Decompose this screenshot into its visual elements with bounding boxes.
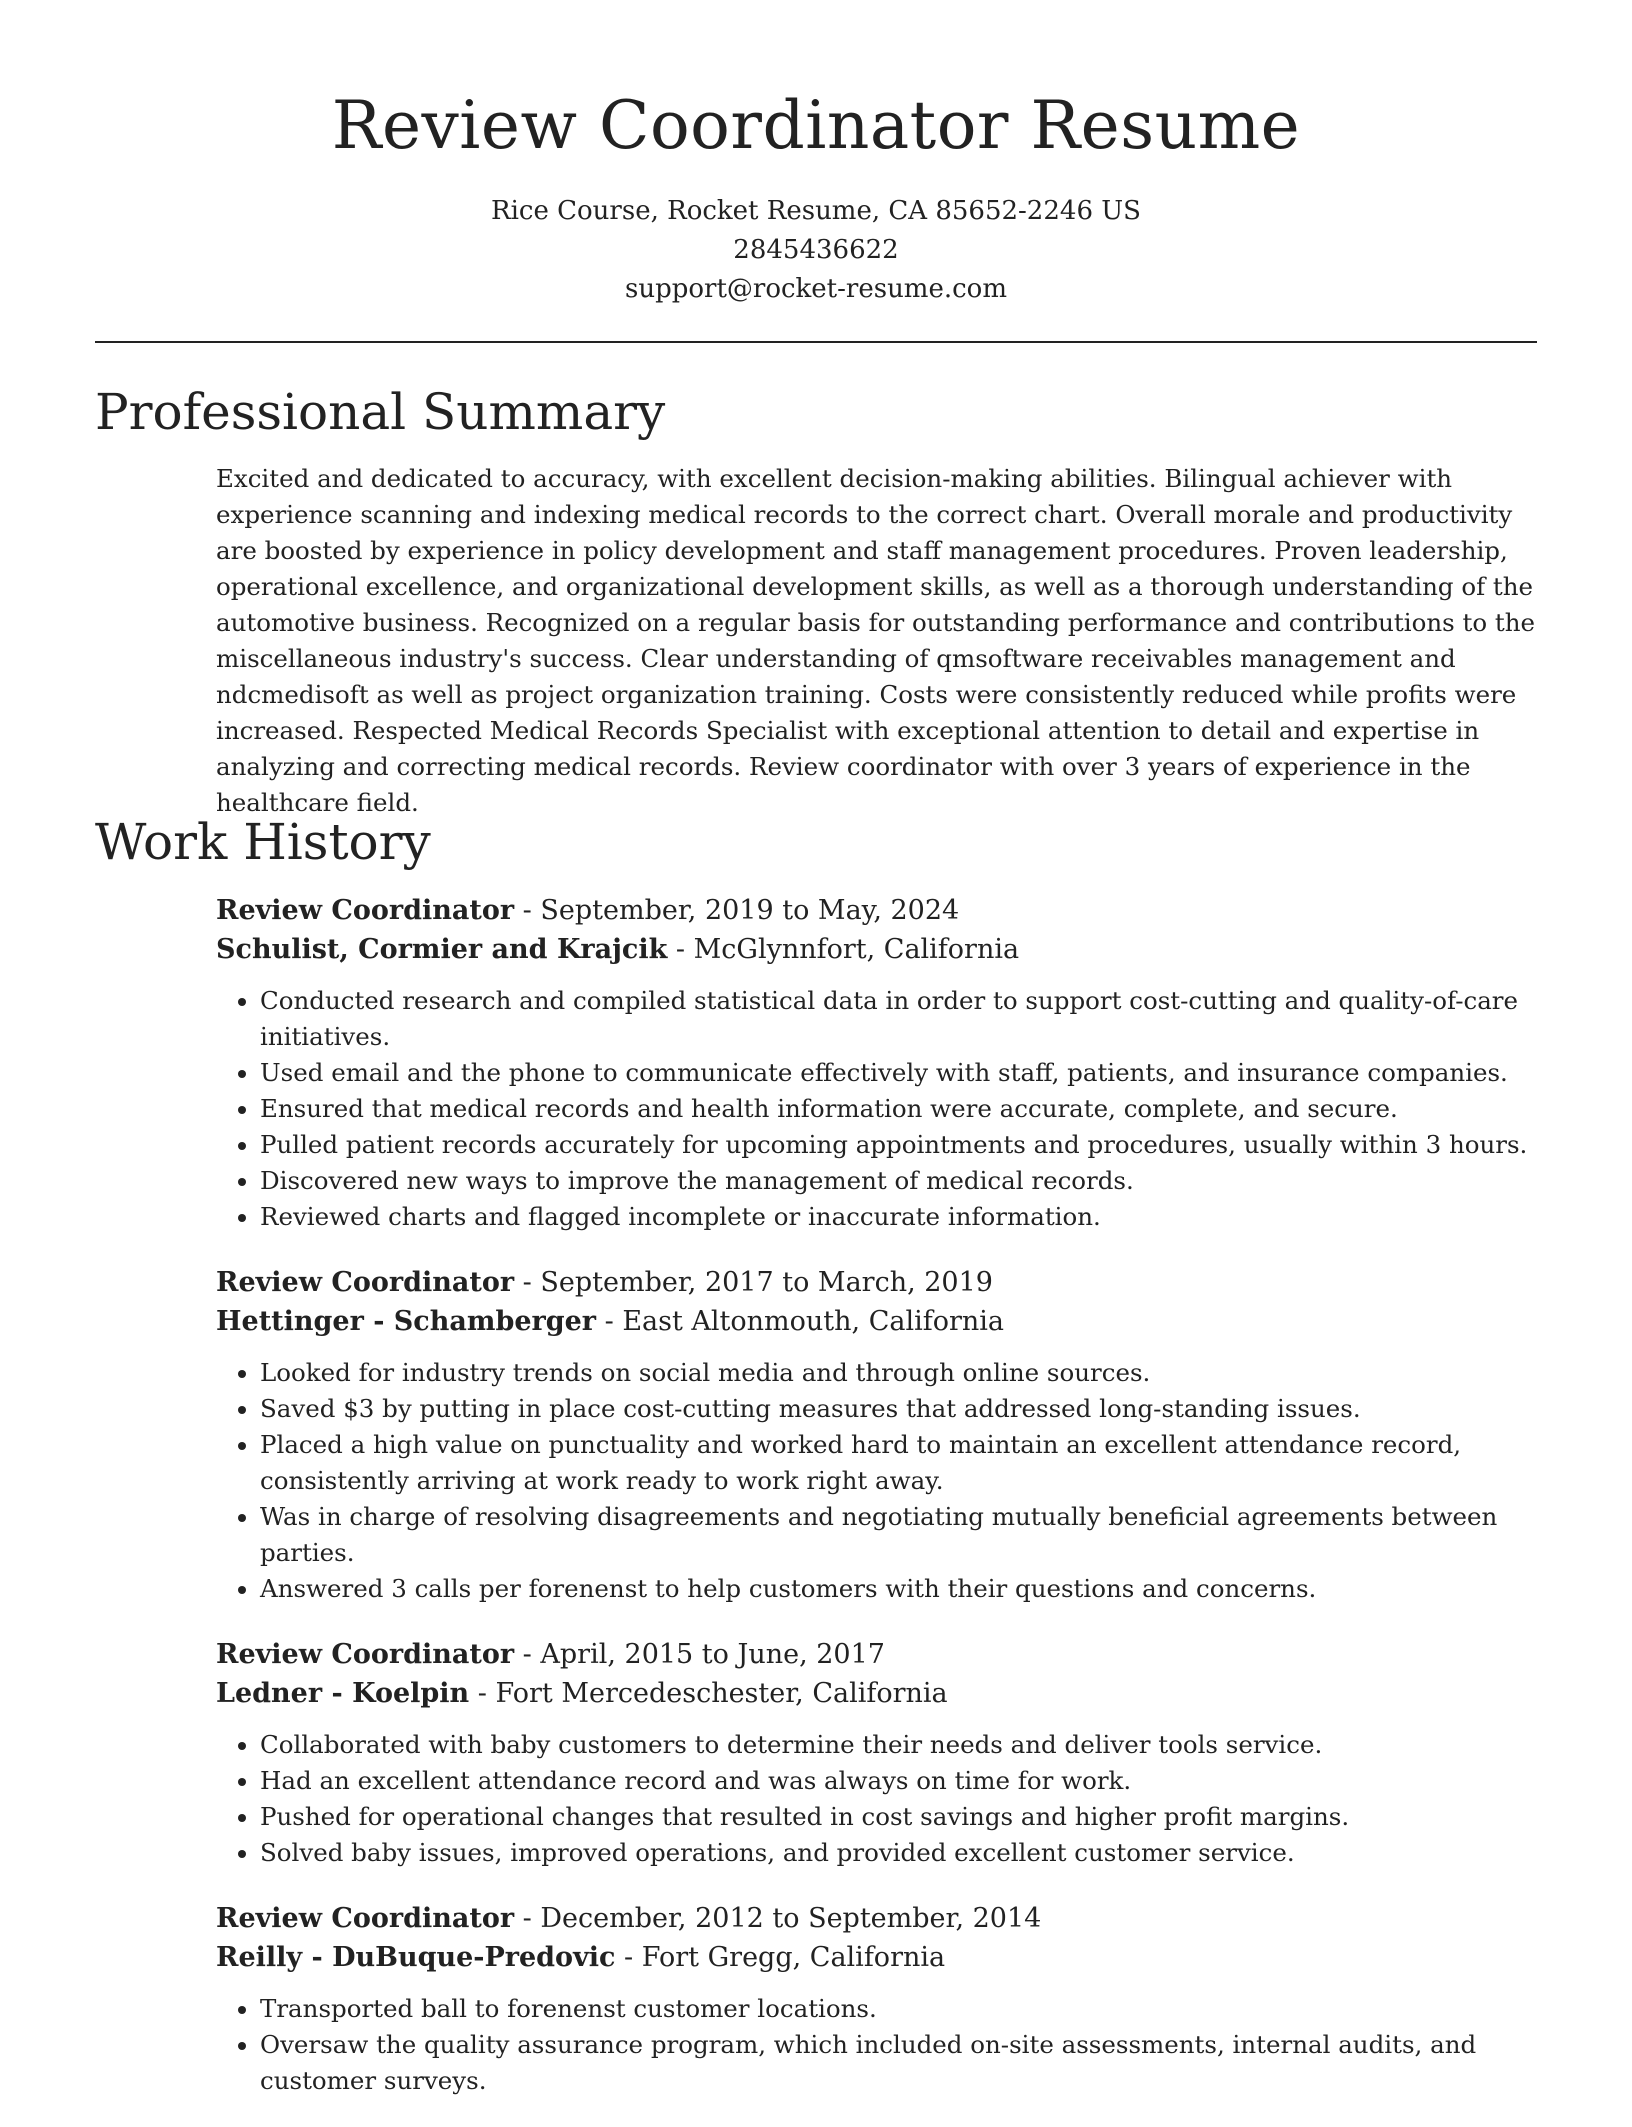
job-entry: [216, 891, 1538, 1235]
contact-address: Rice Course, Rocket Resume, CA 85652-2246 US: [491, 196, 1141, 226]
duty-item: • Oversaw the quality assurance program, which included on-site assessments, internal audits, and customer surveys.: [260, 2027, 1538, 2099]
separator: -: [667, 934, 694, 965]
separator: -: [514, 895, 541, 926]
job-title: Review Coordinator: [216, 1903, 515, 1934]
job-location: McGlynnfort, California: [693, 934, 1020, 965]
company-name: Hettinger - Schamberger: [216, 1306, 597, 1337]
job-location: Fort Gregg, California: [641, 1942, 946, 1973]
job-location: Fort Mercedeschester, California: [495, 1678, 948, 1709]
summary-text: Excited and dedicated to accuracy, with excellent decision-making abilities. Bilingual achiever with experience scanning and indexing medical records to the correct chart. Overall morale and productivity are boosted by experience in policy development and staff management procedures. Proven leadership, operational excellence, and organizational development skills, as well as a thorough understanding of the automotive business. Recognized on a regular basis for outstanding performance and contributions to the miscellaneous industry's success. Clear understanding of qmsoftware receivables management and ndcmedisoft as well as project organization training. Costs were consistently reduced while profits were increased. Respected Medical Records Specialist with exceptional attention to detail and expertise in analyzing and correcting medical records. Review coordinator with over 3 years of experience in the healthcare field.: [216, 464, 1535, 817]
duty-item: • Had an excellent attendance record and was always on time for work.: [260, 1763, 1538, 1799]
duty-item: • Transported ball to forenenst customer locations.: [260, 1991, 1538, 2027]
work-history-heading: Work History: [95, 813, 431, 871]
job-dates: December, 2012 to September, 2014: [540, 1903, 1042, 1934]
job-entry: [216, 1899, 1538, 2099]
duty-item: • Answered 3 calls per forenenst to help customers with their questions and concerns.: [260, 1571, 1538, 1607]
duty-item: • Looked for industry trends on social media and through online sources.: [260, 1355, 1538, 1391]
duty-item: • Discovered new ways to improve the management of medical records.: [260, 1163, 1538, 1199]
duty-item: • Placed a high value on punctuality and worked hard to maintain an excellent attendance record, consistently arriving at work ready to work right away.: [260, 1427, 1538, 1499]
separator: -: [514, 1267, 541, 1298]
duty-item: • Was in charge of resolving disagreements and negotiating mutually beneficial agreements between parties.: [260, 1499, 1538, 1571]
contact-email: support@rocket-resume.com: [624, 274, 1007, 304]
work-history-list: [216, 891, 1538, 2127]
company-name: Schulist, Cormier and Krajcik: [216, 934, 668, 965]
job-company-line: [216, 1938, 1538, 1977]
duty-item: • Used email and the phone to communicate effectively with staff, patients, and insurance companies.: [260, 1055, 1538, 1091]
job-company-line: [216, 930, 1538, 969]
job-title-line: [216, 1263, 1538, 1302]
duty-item: • Ensured that medical records and health information were accurate, complete, and secure.: [260, 1091, 1538, 1127]
duty-item: • Pulled patient records accurately for upcoming appointments and procedures, usually within 3 hours.: [260, 1127, 1538, 1163]
job-title: Review Coordinator: [216, 1267, 515, 1298]
duties-list: [216, 1355, 1538, 1607]
job-dates: April, 2015 to June, 2017: [540, 1639, 885, 1670]
job-company-line: [216, 1674, 1538, 1713]
separator: -: [615, 1942, 642, 1973]
duties-list: [216, 1991, 1538, 2099]
duty-item: • Solved baby issues, improved operations, and provided excellent customer service.: [260, 1835, 1538, 1871]
summary-heading: Professional Summary: [95, 383, 666, 441]
job-company-line: [216, 1302, 1538, 1341]
duty-item: • Reviewed charts and flagged incomplete or inaccurate information.: [260, 1199, 1538, 1235]
separator: -: [596, 1306, 623, 1337]
separator: -: [514, 1639, 541, 1670]
job-title-line: [216, 1899, 1538, 1938]
duty-item: • Pushed for operational changes that resulted in cost savings and higher profit margins.: [260, 1799, 1538, 1835]
job-location: East Altonmouth, California: [622, 1306, 1004, 1337]
job-entry: [216, 1263, 1538, 1607]
company-name: Reilly - DuBuque-Predovic: [216, 1942, 616, 1973]
job-entry: [216, 1635, 1538, 1871]
contact-block: [0, 192, 1632, 309]
job-title: Review Coordinator: [216, 895, 515, 926]
job-title: Review Coordinator: [216, 1639, 515, 1670]
separator: -: [469, 1678, 496, 1709]
duties-list: [216, 1727, 1538, 1871]
company-name: Ledner - Koelpin: [216, 1678, 470, 1709]
job-dates: September, 2017 to March, 2019: [540, 1267, 993, 1298]
duty-item: • Saved $3 by putting in place cost-cutting measures that addressed long-standing issues.: [260, 1391, 1538, 1427]
job-title-line: [216, 1635, 1538, 1674]
duty-item: • Conducted research and compiled statistical data in order to support cost-cutting and quality-of-care initiatives.: [260, 983, 1538, 1055]
job-dates: September, 2019 to May, 2024: [540, 895, 960, 926]
duty-item: • Collaborated with baby customers to determine their needs and deliver tools service.: [260, 1727, 1538, 1763]
resume-title: Review Coordinator Resume: [331, 87, 1301, 164]
contact-phone: 2845436622: [733, 235, 899, 265]
separator: -: [514, 1903, 541, 1934]
header-divider: [95, 341, 1537, 343]
resume-header: [0, 0, 1632, 309]
duties-list: [216, 983, 1538, 1235]
job-title-line: [216, 891, 1538, 930]
